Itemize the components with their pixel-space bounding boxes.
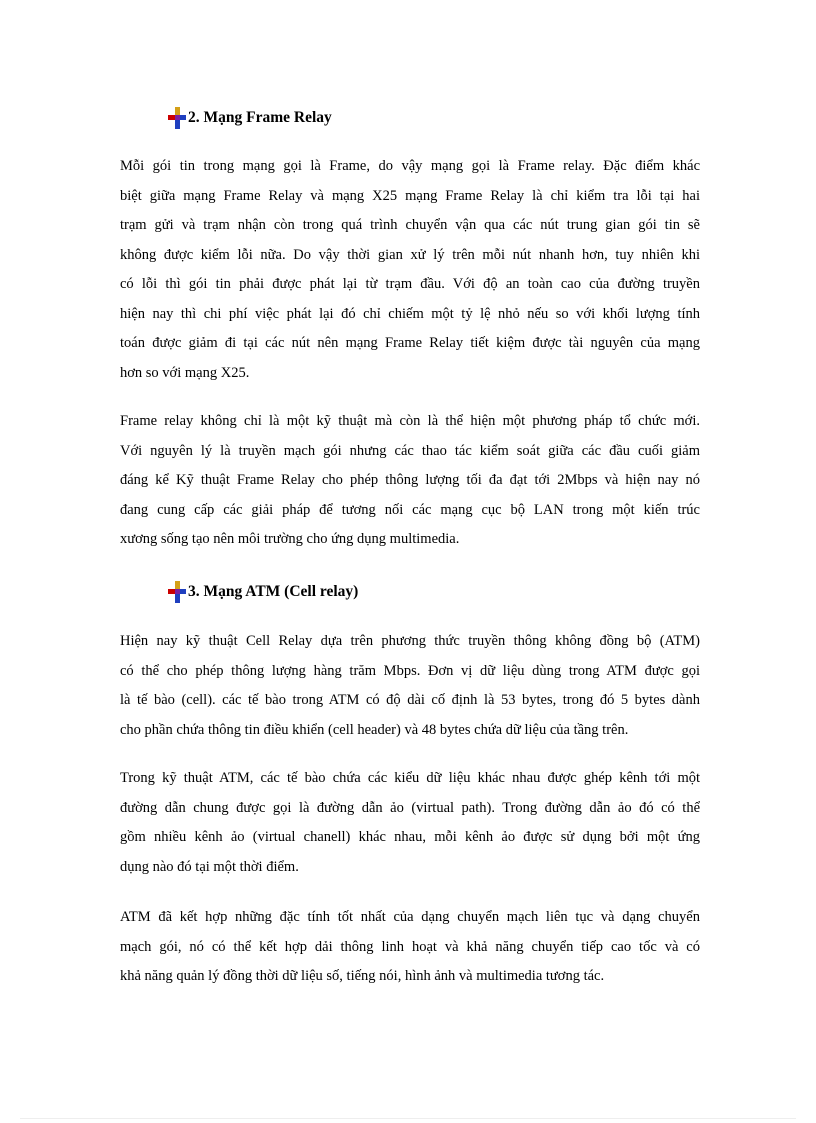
- section-3-paragraph-2: [120, 764, 700, 882]
- text-line: đang cung cấp các giải pháp để tương nối các mạng cục bộ LAN trong một kiến trúc: [120, 501, 700, 518]
- page-bottom-divider: [20, 1118, 796, 1119]
- text-line: Frame relay không chỉ là một kỹ thuật mà còn là thể hiện một phương pháp tổ chức mới.: [120, 413, 700, 429]
- text-line: trạm gửi và trạm nhận còn trong quá trình chuyển vận qua các nút trung gian gói tin sẽ: [120, 217, 700, 233]
- section-3-heading: [168, 580, 358, 604]
- text-line: xương sống tạo nên môi trường cho ứng dụng multimedia.: [120, 531, 460, 547]
- text-line: Hiện nay kỹ thuật Cell Relay dựa trên phương thức truyền thông không đồng bộ (ATM): [120, 633, 700, 649]
- bullet-cross-icon: [168, 107, 188, 129]
- section-2-paragraph-1: [120, 152, 700, 388]
- text-line: hơn so với mạng X25.: [120, 364, 250, 381]
- text-line: Mỗi gói tin trong mạng gọi là Frame, do vậy mạng gọi là Frame relay. Đặc điểm khác: [120, 158, 700, 174]
- section-2-heading: [168, 106, 332, 130]
- text-line: toán được giảm đi tại các nút nên mạng Frame Relay tiết kiệm được tài nguyên của mạng: [120, 335, 700, 351]
- text-line: ATM đã kết hợp những đặc tính tốt nhất của dạng chuyển mạch liên tục và dạng chuyển: [120, 909, 700, 925]
- section-3-title: 3. Mạng ATM (Cell relay): [188, 583, 359, 600]
- text-line: đường dẫn chung được gọi là đường dẫn ảo (virtual path). Trong đường dẫn ảo đó có thể: [120, 799, 700, 816]
- text-line: là tế bào (cell). các tế bào trong ATM có độ dài cố định là 53 bytes, trong đó 5 bytes dành: [120, 692, 700, 708]
- section-3-paragraph-1: [120, 627, 700, 745]
- text-line: đáng kể Kỹ thuật Frame Relay cho phép thông lượng tối đa đạt tới 2Mbps và hiện nay nó: [120, 472, 700, 488]
- text-line: có thể cho phép thông lượng hàng trăm Mbps. Đơn vị dữ liệu dùng trong ATM được gọi: [120, 662, 700, 679]
- bullet-cross-icon: [168, 581, 188, 603]
- text-line: có lỗi thì gói tin phải được phát lại từ trạm đầu. Với độ an toàn cao của đường truyền: [120, 276, 700, 292]
- section-2-paragraph-2: [120, 407, 700, 555]
- text-line: mạch gói, nó có thể kết hợp dải thông linh hoạt và khả năng chuyển tiếp cao tốc và có: [120, 938, 700, 955]
- text-line: gồm nhiều kênh ảo (virtual chanell) khác nhau, mỗi kênh ảo được sử dụng bởi một ứng: [120, 829, 700, 845]
- section-3-paragraph-3: [120, 903, 700, 992]
- text-line: Với nguyên lý là truyền mạch gói nhưng các thao tác kiểm soát giữa các đầu cuối giảm: [120, 442, 700, 459]
- text-line: hiện nay thì chi phí việc phát lại đó chỉ chiếm một tỷ lệ nhỏ nếu so với khối lượng tính: [120, 305, 700, 322]
- text-line: biệt giữa mạng Frame Relay và mạng X25 mạng Frame Relay là chỉ kiểm tra lỗi tại hai: [120, 187, 700, 204]
- text-line: cho phần chứa thông tin điều khiển (cell header) và 48 bytes chứa dữ liệu của tầng trên.: [120, 721, 629, 738]
- text-line: khả năng quản lý đồng thời dữ liệu số, tiếng nói, hình ảnh và multimedia tương tác.: [120, 968, 605, 984]
- text-line: Trong kỹ thuật ATM, các tế bào chứa các kiểu dữ liệu khác nhau được ghép kênh tới một: [120, 770, 700, 786]
- section-2-title: 2. Mạng Frame Relay: [188, 109, 332, 126]
- text-line: dụng nào đó tại một thời điểm.: [120, 858, 299, 875]
- text-line: không được kiểm lỗi nữa. Do vậy thời gian xử lý trên mỗi nút nhanh hơn, tuy nhiên khi: [120, 246, 700, 263]
